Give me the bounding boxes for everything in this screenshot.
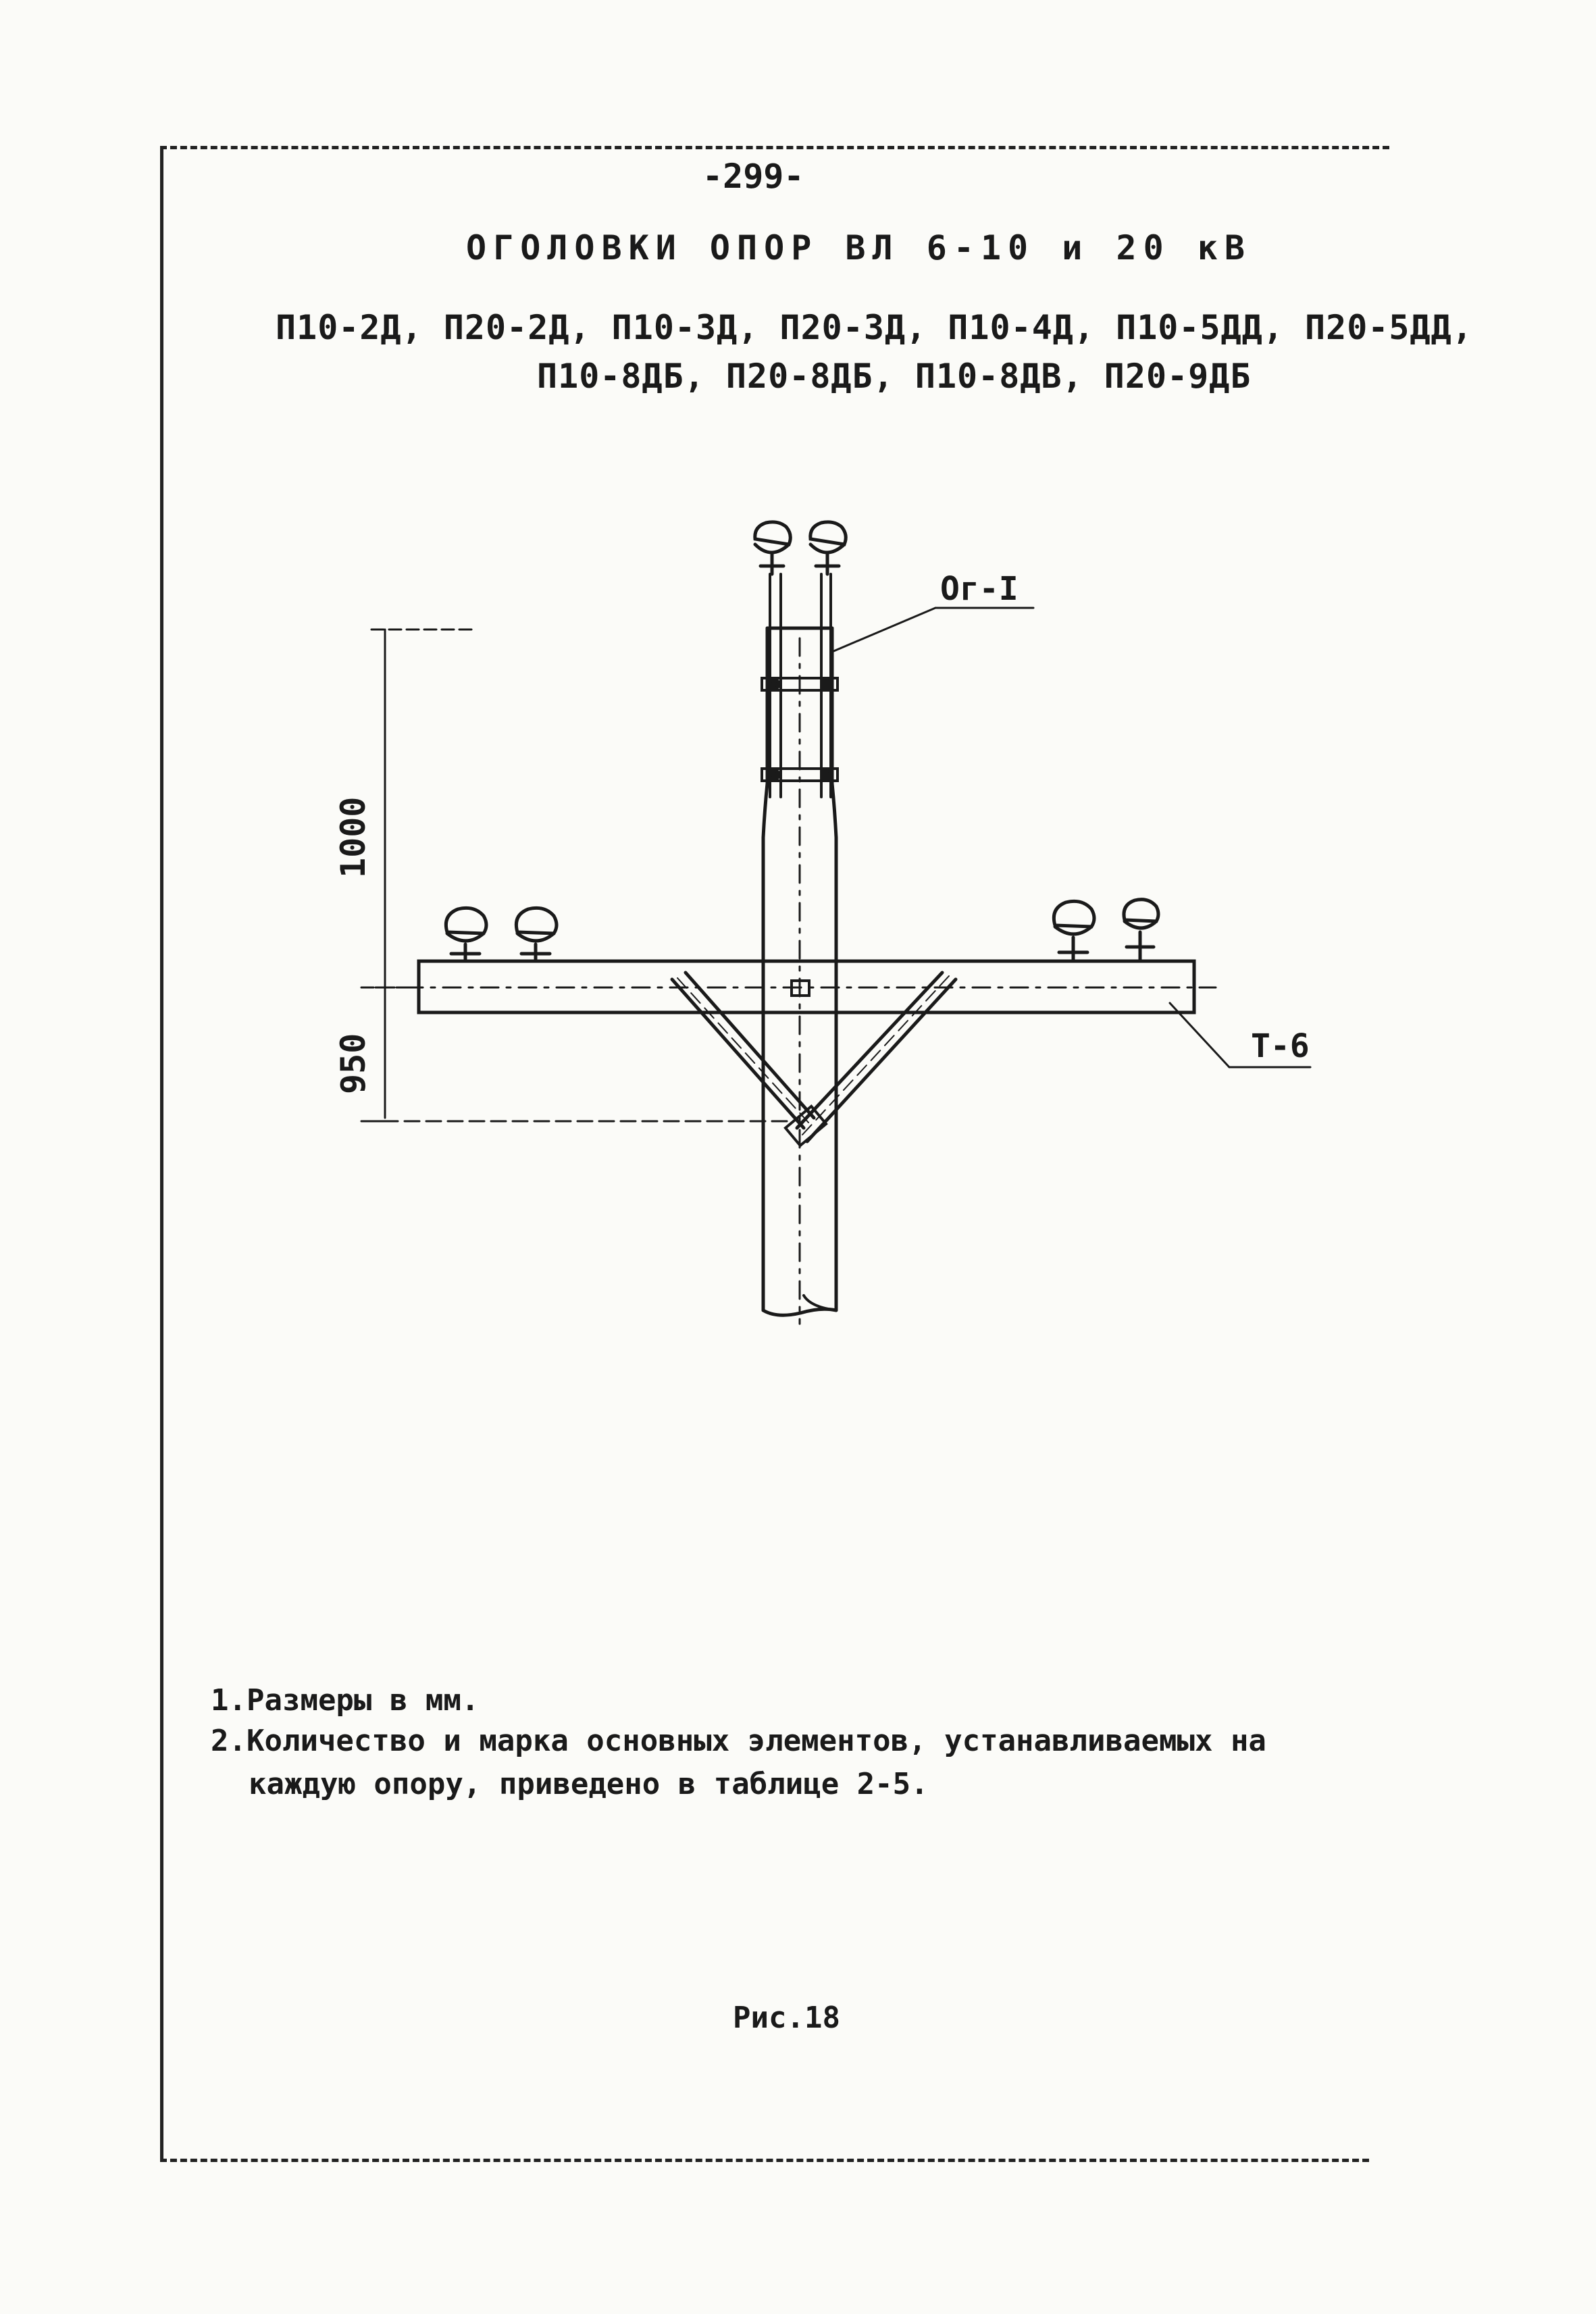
note-item-2-line-2: каждую опору, приведено в таблице 2-5.	[249, 1767, 929, 1801]
dimension-950-label: 950	[334, 1033, 373, 1094]
crossarm-insulator-1	[446, 908, 486, 961]
pole	[763, 628, 836, 1324]
figure-caption: Рис.18	[733, 2001, 840, 2035]
note-item-1: 1.Размеры в мм.	[211, 1683, 480, 1718]
dimension-1000-label: 1000	[334, 796, 373, 878]
page-title: ОГОЛОВКИ ОПОР ВЛ 6-10 и 20 кВ	[466, 228, 1252, 267]
top-insulator-right	[810, 522, 846, 574]
support-designations-line-1: П10-2Д, П20-2Д, П10-3Д, П20-3Д, П10-4Д, П10-5ДД, П20-5ДД,	[276, 308, 1473, 347]
crossarm	[405, 961, 1216, 1012]
page-number: -299-	[702, 157, 804, 196]
dimension-lines	[361, 629, 790, 1121]
crossarm-insulator-3	[1054, 901, 1094, 961]
note-item-2-line-1: 2.Количество и марка основных элементов, устанавливаемых на	[211, 1724, 1266, 1758]
support-designations-line-2: П10-8ДБ, П20-8ДБ, П10-8ДВ, П20-9ДБ	[537, 357, 1252, 396]
leader-lines	[832, 608, 1310, 1067]
crossarm-label: Т-6	[1251, 1027, 1310, 1065]
top-insulator-left	[755, 522, 790, 574]
upper-bracket-label: Ог-I	[940, 570, 1019, 608]
crossarm-insulator-4	[1124, 900, 1158, 961]
crossarm-insulator-2	[516, 908, 557, 961]
crossarm-braces	[672, 973, 956, 1146]
